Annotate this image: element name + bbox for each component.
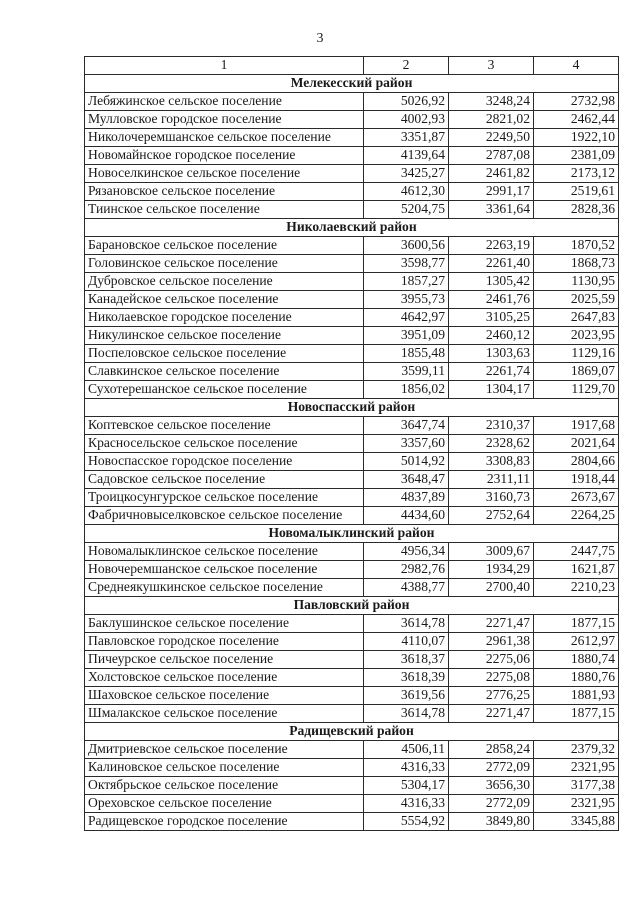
value-cell-col4: 1877,15 bbox=[534, 615, 619, 633]
value-cell-col3: 2249,50 bbox=[449, 129, 534, 147]
settlement-name-cell: Тиинское сельское поселение bbox=[85, 201, 364, 219]
settlement-name-cell: Павловское городское поселение bbox=[85, 633, 364, 651]
value-cell-col3: 2772,09 bbox=[449, 795, 534, 813]
table-row bbox=[85, 183, 619, 201]
table-row bbox=[85, 471, 619, 489]
settlement-name-cell: Дмитриевское сельское поселение bbox=[85, 741, 364, 759]
settlement-name-cell: Пичеурское сельское поселение bbox=[85, 651, 364, 669]
district-row bbox=[85, 723, 619, 741]
settlement-name-cell: Барановское сельское поселение bbox=[85, 237, 364, 255]
table-row bbox=[85, 579, 619, 597]
page-number: 3 bbox=[316, 31, 324, 46]
settlement-name-cell: Фабричновыселковское сельское поселение bbox=[85, 507, 364, 525]
district-row bbox=[85, 219, 619, 237]
value-cell-col4: 2379,32 bbox=[534, 741, 619, 759]
value-cell-col4: 2173,12 bbox=[534, 165, 619, 183]
table-row bbox=[85, 417, 619, 435]
district-row bbox=[85, 597, 619, 615]
value-cell-col3: 3361,64 bbox=[449, 201, 534, 219]
value-cell-col4: 2732,98 bbox=[534, 93, 619, 111]
value-cell-col2: 4139,64 bbox=[364, 147, 449, 165]
district-row bbox=[85, 525, 619, 543]
table-row bbox=[85, 705, 619, 723]
value-cell-col4: 1129,70 bbox=[534, 381, 619, 399]
value-cell-col2: 3618,39 bbox=[364, 669, 449, 687]
settlement-name-cell: Радищевское городское поселение bbox=[85, 813, 364, 831]
value-cell-col2: 4956,34 bbox=[364, 543, 449, 561]
value-cell-col4: 1877,15 bbox=[534, 705, 619, 723]
value-cell-col2: 1857,27 bbox=[364, 273, 449, 291]
table-row bbox=[85, 453, 619, 471]
settlement-name-cell: Коптевское сельское поселение bbox=[85, 417, 364, 435]
value-cell-col3: 2275,08 bbox=[449, 669, 534, 687]
table-row bbox=[85, 543, 619, 561]
value-cell-col2: 4612,30 bbox=[364, 183, 449, 201]
value-cell-col2: 3600,56 bbox=[364, 237, 449, 255]
table-row bbox=[85, 687, 619, 705]
value-cell-col3: 2461,82 bbox=[449, 165, 534, 183]
value-cell-col2: 3614,78 bbox=[364, 705, 449, 723]
value-cell-col2: 5026,92 bbox=[364, 93, 449, 111]
settlement-name-cell: Калиновское сельское поселение bbox=[85, 759, 364, 777]
value-cell-col2: 3599,11 bbox=[364, 363, 449, 381]
settlement-name-cell: Холстовское сельское поселение bbox=[85, 669, 364, 687]
settlement-name-cell: Садовское сельское поселение bbox=[85, 471, 364, 489]
settlement-name-cell: Сухотерешанское сельское поселение bbox=[85, 381, 364, 399]
table-row bbox=[85, 759, 619, 777]
value-cell-col2: 4434,60 bbox=[364, 507, 449, 525]
value-cell-col3: 3849,80 bbox=[449, 813, 534, 831]
value-cell-col4: 1918,44 bbox=[534, 471, 619, 489]
table-row bbox=[85, 669, 619, 687]
value-cell-col4: 2804,66 bbox=[534, 453, 619, 471]
settlement-name-cell: Красносельское сельское поселение bbox=[85, 435, 364, 453]
table-row bbox=[85, 741, 619, 759]
table-row bbox=[85, 111, 619, 129]
value-cell-col3: 2271,47 bbox=[449, 705, 534, 723]
value-cell-col4: 2519,61 bbox=[534, 183, 619, 201]
table-row bbox=[85, 795, 619, 813]
value-cell-col2: 4388,77 bbox=[364, 579, 449, 597]
table-row bbox=[85, 435, 619, 453]
value-cell-col3: 2271,47 bbox=[449, 615, 534, 633]
value-cell-col3: 2261,40 bbox=[449, 255, 534, 273]
settlement-name-cell: Дубровское сельское поселение bbox=[85, 273, 364, 291]
table-row bbox=[85, 201, 619, 219]
value-cell-col4: 1880,74 bbox=[534, 651, 619, 669]
table-row bbox=[85, 147, 619, 165]
settlement-name-cell: Николочеремшанское сельское поселение bbox=[85, 129, 364, 147]
table-row bbox=[85, 651, 619, 669]
value-cell-col3: 1303,63 bbox=[449, 345, 534, 363]
table-row bbox=[85, 345, 619, 363]
value-cell-col4: 2023,95 bbox=[534, 327, 619, 345]
table-row bbox=[85, 327, 619, 345]
settlement-name-cell: Троицкосунгурское сельское поселение bbox=[85, 489, 364, 507]
value-cell-col4: 1881,93 bbox=[534, 687, 619, 705]
value-cell-col3: 1304,17 bbox=[449, 381, 534, 399]
value-cell-col3: 2961,38 bbox=[449, 633, 534, 651]
settlement-name-cell: Новомалыклинское сельское поселение bbox=[85, 543, 364, 561]
value-cell-col3: 3009,67 bbox=[449, 543, 534, 561]
settlement-name-cell: Ореховское сельское поселение bbox=[85, 795, 364, 813]
value-cell-col3: 2261,74 bbox=[449, 363, 534, 381]
value-cell-col2: 1856,02 bbox=[364, 381, 449, 399]
column-header-3: 3 bbox=[449, 57, 534, 75]
value-cell-col4: 2828,36 bbox=[534, 201, 619, 219]
value-cell-col3: 3308,83 bbox=[449, 453, 534, 471]
value-cell-col4: 3345,88 bbox=[534, 813, 619, 831]
district-heading: Николаевский район bbox=[85, 219, 619, 237]
table-row bbox=[85, 273, 619, 291]
column-header-1: 1 bbox=[85, 57, 364, 75]
settlement-name-cell: Новоспасское городское поселение bbox=[85, 453, 364, 471]
value-cell-col3: 2311,11 bbox=[449, 471, 534, 489]
value-cell-col2: 3647,74 bbox=[364, 417, 449, 435]
value-cell-col3: 2460,12 bbox=[449, 327, 534, 345]
value-cell-col3: 2461,76 bbox=[449, 291, 534, 309]
district-row bbox=[85, 75, 619, 93]
settlement-name-cell: Шаховское сельское поселение bbox=[85, 687, 364, 705]
value-cell-col4: 2612,97 bbox=[534, 633, 619, 651]
value-cell-col4: 1917,68 bbox=[534, 417, 619, 435]
table-row bbox=[85, 561, 619, 579]
value-cell-col4: 2462,44 bbox=[534, 111, 619, 129]
value-cell-col3: 1305,42 bbox=[449, 273, 534, 291]
value-cell-col4: 2447,75 bbox=[534, 543, 619, 561]
table-row bbox=[85, 633, 619, 651]
table-row bbox=[85, 165, 619, 183]
value-cell-col4: 1129,16 bbox=[534, 345, 619, 363]
value-cell-col3: 1934,29 bbox=[449, 561, 534, 579]
settlement-name-cell: Баклушинское сельское поселение bbox=[85, 615, 364, 633]
table-row bbox=[85, 777, 619, 795]
value-cell-col2: 5014,92 bbox=[364, 453, 449, 471]
settlement-name-cell: Головинское сельское поселение bbox=[85, 255, 364, 273]
table-row bbox=[85, 813, 619, 831]
value-cell-col4: 2673,67 bbox=[534, 489, 619, 507]
district-heading: Мелекесский район bbox=[85, 75, 619, 93]
value-cell-col2: 3614,78 bbox=[364, 615, 449, 633]
value-cell-col4: 1922,10 bbox=[534, 129, 619, 147]
value-cell-col3: 2776,25 bbox=[449, 687, 534, 705]
table-row bbox=[85, 381, 619, 399]
value-cell-col3: 2752,64 bbox=[449, 507, 534, 525]
column-header-row bbox=[85, 57, 619, 75]
value-cell-col3: 3105,25 bbox=[449, 309, 534, 327]
value-cell-col4: 1130,95 bbox=[534, 273, 619, 291]
value-cell-col4: 2021,64 bbox=[534, 435, 619, 453]
value-cell-col2: 1855,48 bbox=[364, 345, 449, 363]
value-cell-col2: 3351,87 bbox=[364, 129, 449, 147]
value-cell-col3: 3656,30 bbox=[449, 777, 534, 795]
value-cell-col4: 1869,07 bbox=[534, 363, 619, 381]
settlement-name-cell: Новомайнское городское поселение bbox=[85, 147, 364, 165]
settlement-name-cell: Новоселкинское сельское поселение bbox=[85, 165, 364, 183]
value-cell-col4: 2647,83 bbox=[534, 309, 619, 327]
district-heading: Новомалыклинский район bbox=[85, 525, 619, 543]
value-cell-col3: 3160,73 bbox=[449, 489, 534, 507]
value-cell-col2: 4506,11 bbox=[364, 741, 449, 759]
value-cell-col4: 2381,09 bbox=[534, 147, 619, 165]
column-header-4: 4 bbox=[534, 57, 619, 75]
settlement-name-cell: Николаевское городское поселение bbox=[85, 309, 364, 327]
value-cell-col2: 5204,75 bbox=[364, 201, 449, 219]
value-cell-col2: 3618,37 bbox=[364, 651, 449, 669]
settlement-name-cell: Канадейское сельское поселение bbox=[85, 291, 364, 309]
value-cell-col4: 2264,25 bbox=[534, 507, 619, 525]
table-row bbox=[85, 255, 619, 273]
table-body bbox=[85, 75, 619, 831]
settlement-name-cell: Рязановское сельское поселение bbox=[85, 183, 364, 201]
value-cell-col2: 3951,09 bbox=[364, 327, 449, 345]
value-cell-col2: 4642,97 bbox=[364, 309, 449, 327]
value-cell-col3: 2275,06 bbox=[449, 651, 534, 669]
value-cell-col3: 2700,40 bbox=[449, 579, 534, 597]
district-row bbox=[85, 399, 619, 417]
table-row bbox=[85, 507, 619, 525]
table-row bbox=[85, 237, 619, 255]
value-cell-col2: 3357,60 bbox=[364, 435, 449, 453]
value-cell-col4: 2321,95 bbox=[534, 759, 619, 777]
data-table bbox=[84, 56, 619, 831]
table-row bbox=[85, 363, 619, 381]
table-row bbox=[85, 489, 619, 507]
table-row bbox=[85, 129, 619, 147]
value-cell-col4: 2321,95 bbox=[534, 795, 619, 813]
value-cell-col4: 1870,52 bbox=[534, 237, 619, 255]
value-cell-col3: 2772,09 bbox=[449, 759, 534, 777]
value-cell-col2: 3648,47 bbox=[364, 471, 449, 489]
value-cell-col2: 5554,92 bbox=[364, 813, 449, 831]
value-cell-col4: 1621,87 bbox=[534, 561, 619, 579]
settlement-name-cell: Никулинское сельское поселение bbox=[85, 327, 364, 345]
settlement-name-cell: Октябрьское сельское поселение bbox=[85, 777, 364, 795]
value-cell-col3: 2263,19 bbox=[449, 237, 534, 255]
district-heading: Павловский район bbox=[85, 597, 619, 615]
value-cell-col3: 2787,08 bbox=[449, 147, 534, 165]
value-cell-col2: 4002,93 bbox=[364, 111, 449, 129]
value-cell-col4: 1868,73 bbox=[534, 255, 619, 273]
settlement-name-cell: Славкинское сельское поселение bbox=[85, 363, 364, 381]
value-cell-col3: 2310,37 bbox=[449, 417, 534, 435]
settlement-name-cell: Мулловское городское поселение bbox=[85, 111, 364, 129]
district-heading: Радищевский район bbox=[85, 723, 619, 741]
table-row bbox=[85, 309, 619, 327]
value-cell-col2: 3598,77 bbox=[364, 255, 449, 273]
value-cell-col3: 2858,24 bbox=[449, 741, 534, 759]
table-row bbox=[85, 291, 619, 309]
value-cell-col3: 3248,24 bbox=[449, 93, 534, 111]
value-cell-col4: 2210,23 bbox=[534, 579, 619, 597]
value-cell-col2: 3619,56 bbox=[364, 687, 449, 705]
value-cell-col2: 4837,89 bbox=[364, 489, 449, 507]
value-cell-col2: 2982,76 bbox=[364, 561, 449, 579]
value-cell-col4: 1880,76 bbox=[534, 669, 619, 687]
value-cell-col4: 2025,59 bbox=[534, 291, 619, 309]
district-heading: Новоспасский район bbox=[85, 399, 619, 417]
value-cell-col4: 3177,38 bbox=[534, 777, 619, 795]
value-cell-col2: 4110,07 bbox=[364, 633, 449, 651]
settlement-name-cell: Шмалакское сельское поселение bbox=[85, 705, 364, 723]
settlement-name-cell: Поспеловское сельское поселение bbox=[85, 345, 364, 363]
value-cell-col2: 3955,73 bbox=[364, 291, 449, 309]
value-cell-col2: 3425,27 bbox=[364, 165, 449, 183]
value-cell-col3: 2328,62 bbox=[449, 435, 534, 453]
value-cell-col3: 2991,17 bbox=[449, 183, 534, 201]
settlement-name-cell: Новочеремшанское сельское поселение bbox=[85, 561, 364, 579]
table-row bbox=[85, 93, 619, 111]
value-cell-col3: 2821,02 bbox=[449, 111, 534, 129]
column-header-2: 2 bbox=[364, 57, 449, 75]
value-cell-col2: 4316,33 bbox=[364, 759, 449, 777]
table-row bbox=[85, 615, 619, 633]
value-cell-col2: 5304,17 bbox=[364, 777, 449, 795]
settlement-name-cell: Лебяжинское сельское поселение bbox=[85, 93, 364, 111]
value-cell-col2: 4316,33 bbox=[364, 795, 449, 813]
settlement-name-cell: Среднеякушкинское сельское поселение bbox=[85, 579, 364, 597]
